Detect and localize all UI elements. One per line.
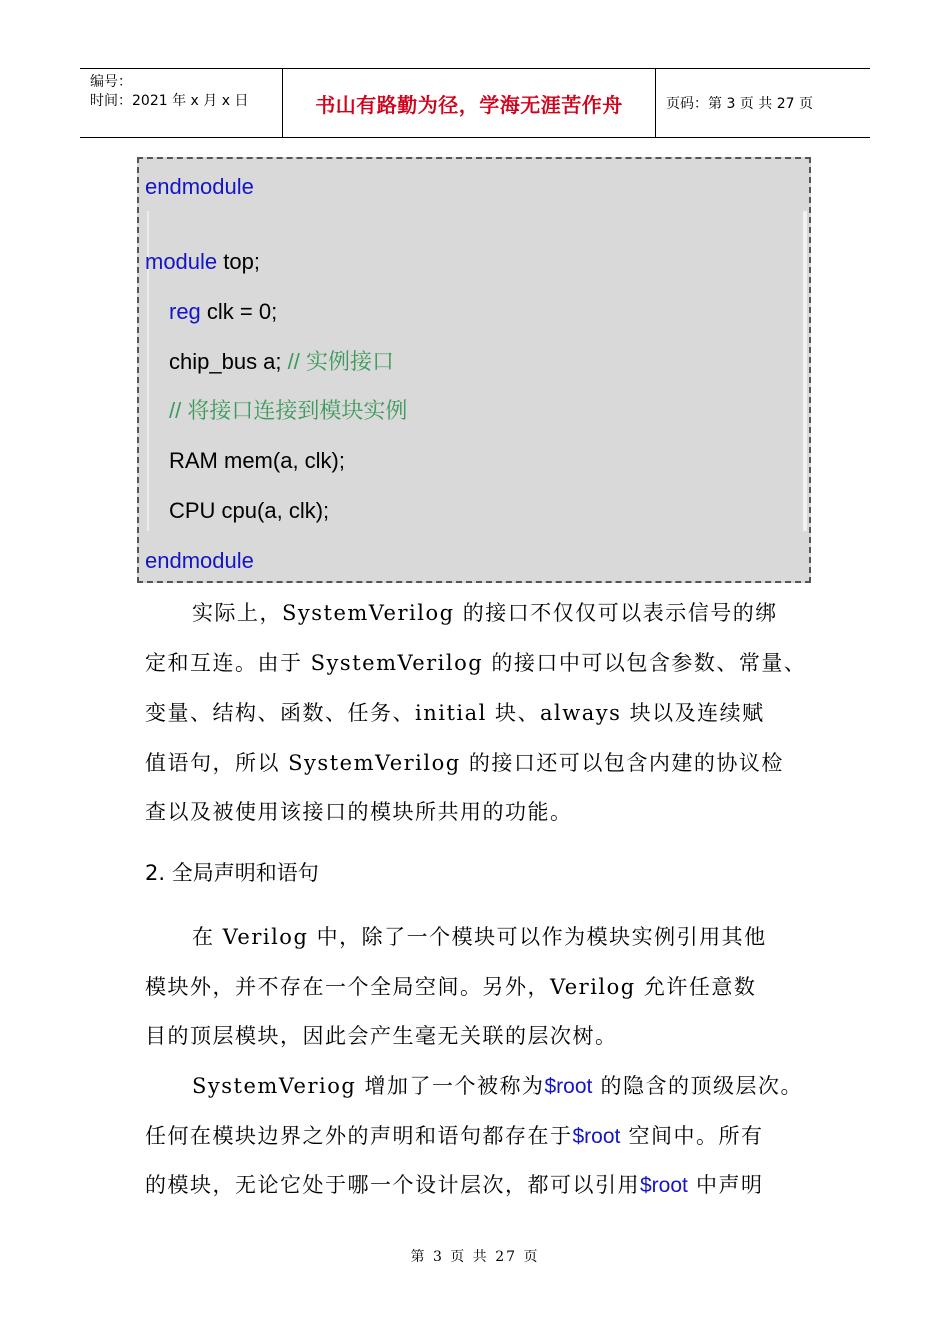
header-number: 编号： bbox=[90, 74, 132, 90]
code-line-ram: RAM mem(a, clk); bbox=[169, 448, 345, 473]
code-line-cpu: CPU cpu(a, clk); bbox=[169, 498, 330, 523]
root-keyword: $root bbox=[572, 1125, 621, 1148]
page-header bbox=[80, 68, 870, 138]
root-keyword: $root bbox=[640, 1174, 688, 1197]
code-line-endmodule-1: endmodule bbox=[145, 174, 254, 199]
paragraph-line: 目的顶层模块，因此会产生毫无关联的层次树。 bbox=[145, 1024, 618, 1048]
paragraph-text: 的隐含的顶级层次。 bbox=[592, 1074, 804, 1098]
paragraph-line: 值语句，所以 SystemVerilog 的接口还可以包含内建的协议检 bbox=[145, 751, 784, 775]
header-page-cell bbox=[656, 69, 870, 137]
paragraph-line: 查以及被使用该接口的模块所共用的功能。 bbox=[145, 800, 573, 824]
paragraph-line bbox=[145, 1121, 764, 1152]
code-line-chip-bus bbox=[169, 348, 394, 376]
section-heading: 2. 全局声明和语句 bbox=[145, 861, 319, 885]
header-motto: 书山有路勤为径，学海无涯苦作舟 bbox=[315, 92, 623, 117]
code-line-comment: // 将接口连接到模块实例 bbox=[169, 398, 408, 423]
code-line-reg bbox=[169, 298, 277, 326]
paragraph-line: 定和互连。由于 SystemVerilog 的接口中可以包含参数、常量、 bbox=[145, 651, 807, 675]
paragraph-line: 模块外，并不存在一个全局空间。另外，Verilog 允许任意数 bbox=[145, 975, 757, 999]
paragraph-text: 中声明 bbox=[687, 1173, 764, 1197]
code-block bbox=[137, 157, 811, 583]
code-text: chip_bus a; bbox=[169, 349, 288, 374]
paragraph-line bbox=[192, 1071, 803, 1102]
code-keyword: module bbox=[145, 249, 218, 274]
paragraph-text: 任何在模块边界之外的声明和语句都存在于 bbox=[145, 1124, 573, 1148]
code-comment: // 实例接口 bbox=[287, 349, 394, 374]
header-motto-cell bbox=[282, 69, 656, 137]
header-page-number: 页码：第 3 页 共 27 页 bbox=[666, 96, 813, 112]
code-text: top; bbox=[217, 249, 260, 274]
code-keyword: reg bbox=[169, 299, 201, 324]
paragraph-line: 实际上，SystemVerilog 的接口不仅仅可以表示信号的绑 bbox=[192, 601, 778, 625]
paragraph-line bbox=[145, 1170, 764, 1201]
code-line-module-top bbox=[145, 248, 260, 276]
header-meta bbox=[80, 69, 282, 137]
root-keyword: $root bbox=[544, 1075, 593, 1098]
paragraph-line: 在 Verilog 中，除了一个模块可以作为模块实例引用其他 bbox=[192, 925, 767, 949]
paragraph-text: 的模块，无论它处于哪一个设计层次，都可以引用 bbox=[145, 1173, 640, 1197]
paragraph-text: SystemVeriog 增加了一个被称为 bbox=[192, 1074, 545, 1098]
header-time: 时间：2021 年 x 月 x 日 bbox=[90, 93, 249, 109]
page-footer: 第 3 页 共 27 页 bbox=[410, 1249, 540, 1265]
paragraph-text: 空间中。所有 bbox=[620, 1124, 764, 1148]
code-text: clk = 0; bbox=[200, 299, 278, 324]
paragraph-line: 变量、结构、函数、任务、initial 块、always 块以及连续赋 bbox=[145, 701, 765, 725]
code-line-endmodule-2: endmodule bbox=[145, 548, 254, 573]
